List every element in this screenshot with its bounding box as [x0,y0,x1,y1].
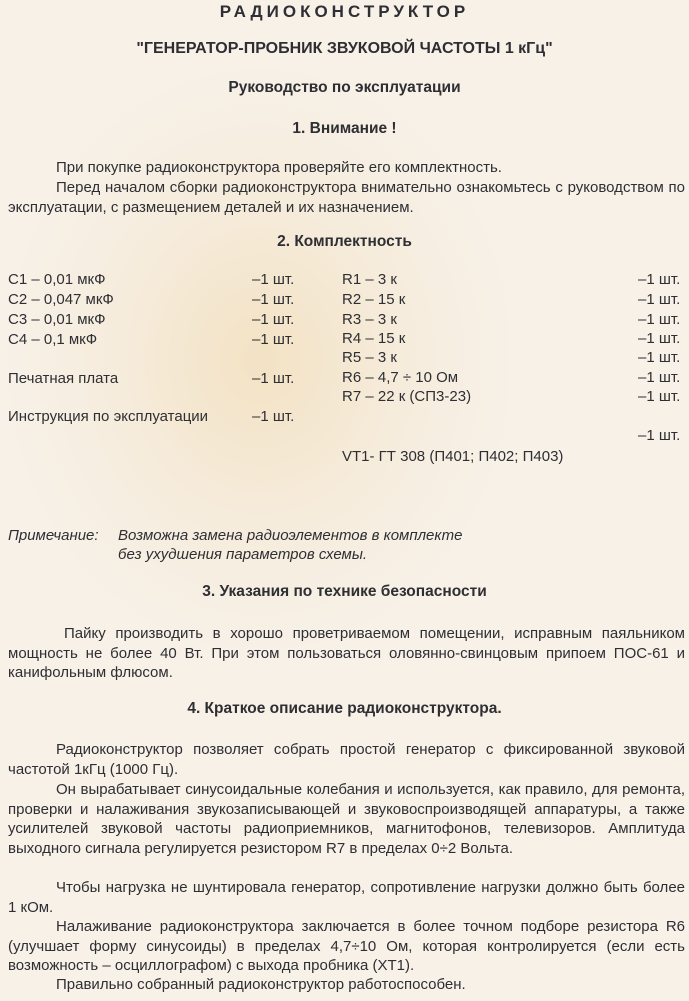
kit-item-name: R1 – 3 к [342,271,397,288]
section-3-title: 3. Указания по технике безопасности [202,583,487,600]
kit-item-qty: –1 шт. [638,388,681,405]
section-2-title: 2. Комплектность [277,233,412,250]
section-1-paragraph-1 [8,158,685,178]
kit-item-qty: –1 шт. [638,427,681,444]
kit-item-qty: –1 шт. [638,330,681,347]
note-label: Примечание: [8,527,99,544]
section-4-text-3: Чтобы нагрузка не шунтировала генератор, сопротивление нагрузки должно быть более 1 кОм. [8,879,685,916]
kit-item-qty: –1 шт. [638,349,681,366]
kit-item-name: С4 – 0,1 мкФ [8,331,98,348]
kit-item-name: С2 – 0,047 мкФ [8,291,114,308]
kit-item-name: R3 – 3 к [342,311,397,328]
transistor-line: VT1- ГТ 308 (П401; П402; П403) [342,448,564,465]
section-4-text-5: Правильно собранный радиоконструктор работоспособен. [56,976,466,993]
kit-item-name: Инструкция по эксплуатации [8,408,209,425]
kit-item-name: R5 – 3 к [342,349,397,366]
kit-item-name: R6 – 4,7 ÷ 10 Ом [342,369,459,386]
note-line-1: Возможна замена радиоэлементов в комплекте [118,527,463,544]
section-4-paragraph-5 [8,975,685,995]
kit-item-qty: –1 шт. [638,311,681,328]
section-4-paragraph-1 [8,740,685,779]
product-title: "ГЕНЕРАТОР-ПРОБНИК ЗВУКОВОЙ ЧАСТОТЫ 1 кГц" [136,40,553,57]
kit-item-name: R4 – 15 к [342,330,406,347]
kit-item-qty: –1 шт. [638,271,681,288]
section-4-title: 4. Краткое описание радиоконструктора. [187,700,502,717]
section-1-title: 1. Внимание ! [292,120,397,137]
kit-item-name: R2 – 15 к [342,291,406,308]
section-3-text: Пайку производить в хорошо проветриваемом помещении, исправным паяльником мощность не более 40 Вт. При этом пользоваться оловянно-свинцовым припоем ПОС-61 и канифольным флюсом. [8,625,685,681]
kit-item-qty: –1 шт. [638,291,681,308]
section-4-text-1: Радиоконструктор позволяет собрать простой генератор с фиксированной звуковой частотой 1кГц (1000 Гц). [8,741,685,778]
kit-item-qty: –1 шт. [638,369,681,386]
section-4-text-4: Налаживание радиоконструктора заключается в более точном подборе резистора R6 (улучшает форму синусоиды) в пределах 4,7÷10 Ом, которая контролируется (если есть возможность – осциллографом) с выхода пробника (ХТ1). [8,918,685,974]
manual-title: Руководство по эксплуатации [228,79,461,96]
kit-item-name: С1 – 0,01 мкФ [8,271,106,288]
section-1-text-2: Перед началом сборки радиоконструктора внимательно ознакомьтесь с руководством по эксплуатации, с размещением деталей и их назначением. [8,179,685,216]
kit-item-qty: –1 шт. [252,331,295,348]
brand-title: РАДИОКОНСТРУКТОР [219,2,470,21]
section-3-paragraph [8,624,685,683]
kit-item-name: Печатная плата [8,370,119,387]
kit-item-name: С3 – 0,01 мкФ [8,311,106,328]
kit-item-name: R7 – 22 к (СП3-23) [342,388,472,405]
section-4-text-2: Он вырабатывает синусоидальные колебания и используется, как правило, для ремонта, проверки и налаживания звукозаписывающей и звуковоспроизводящей аппаратуры, а также усилителей звуковой частоты радиоприемников, магнитофонов, телевизоров. Амплитуда выходного сигнала регулируется резистором R7 в пределах 0÷2 Вольта. [8,781,685,857]
section-4-paragraph-3 [8,878,685,917]
section-4-paragraph-4 [8,917,685,976]
kit-item-qty: –1 шт. [252,311,295,328]
section-4-paragraph-2 [8,780,685,858]
kit-item-qty: –1 шт. [252,291,295,308]
kit-item-qty: –1 шт. [252,370,295,387]
note-line-2: без ухудшения параметров схемы. [118,546,368,563]
kit-item-qty: –1 шт. [252,271,295,288]
section-1-paragraph-2 [8,178,685,217]
kit-item-qty: –1 шт. [252,408,295,425]
section-1-text-1: При покупке радиоконструктора проверяйте его комплектность. [56,159,502,176]
